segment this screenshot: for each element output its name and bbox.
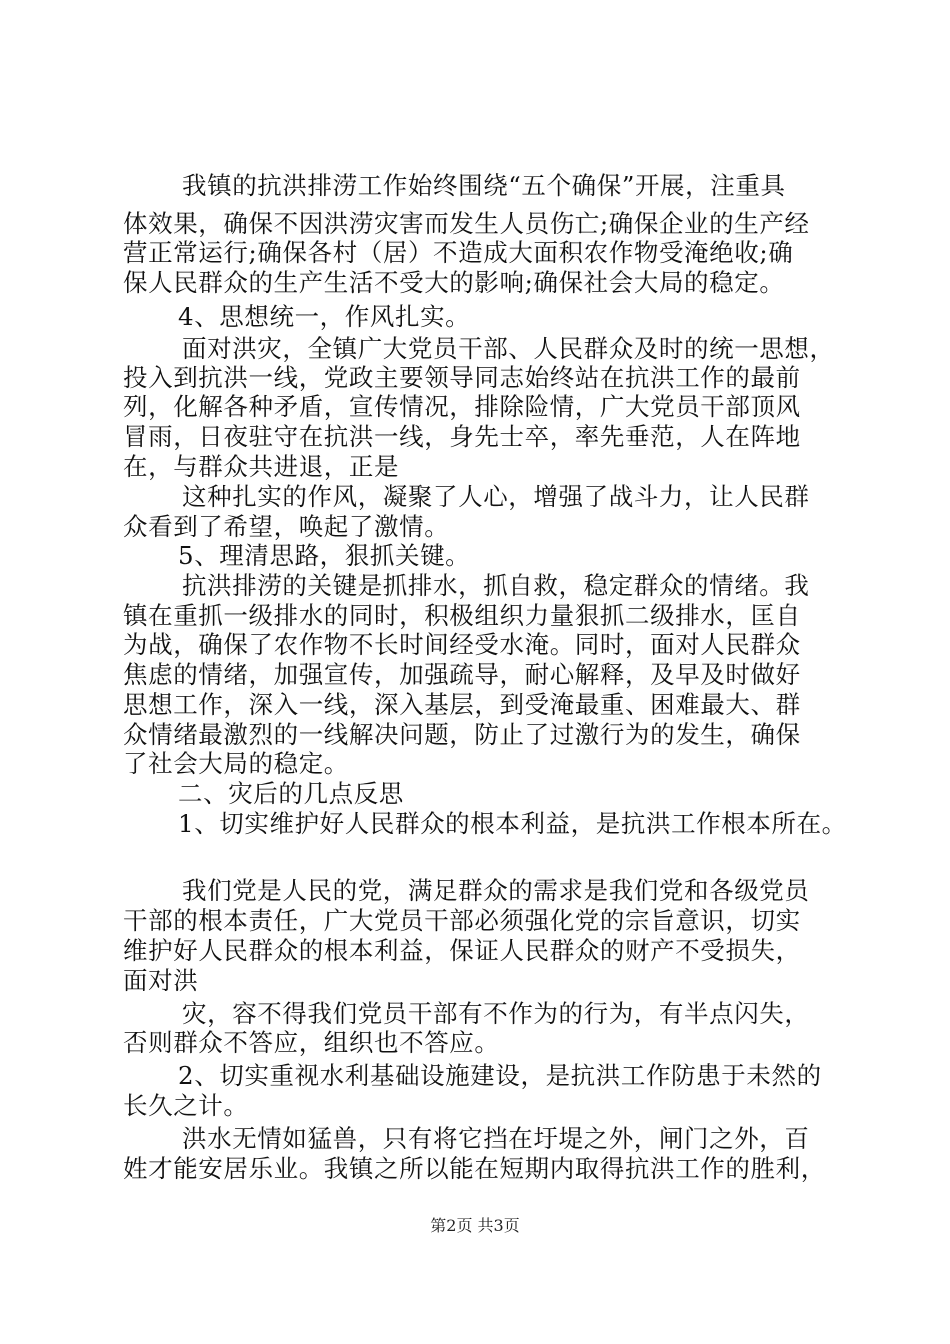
text-line: 面对洪 [123,966,199,995]
text-line: 干部的根本责任，广大党员干部必须强化党的宗旨意识，切实 [123,906,801,935]
text-line: 为战，确保了农作物不长时间经受水淹。同时，面对人民群众 [123,630,801,659]
text-line: 我镇的抗洪排涝工作始终围绕“五个确保”开展，注重具 [182,171,786,200]
text-line: 众情绪最激烈的一线解决问题，防止了过激行为的发生，确保 [123,720,801,749]
text-line: 体效果，确保不因洪涝灾害而发生人员伤亡;确保企业的生产经 [123,209,810,238]
text-line: 在，与群众共进退，正是 [123,452,400,481]
text-line: 否则群众不答应，组织也不答应。 [123,1028,500,1057]
text-line: 灾，容不得我们党员干部有不作为的行为，有半点闪失， [182,999,810,1028]
text-line: 冒雨，日夜驻守在抗洪一线，身先士卒，率先垂范，人在阵地 [123,422,801,451]
section-heading: 4、思想统一，作风扎实。 [178,302,471,331]
page-number: 第2页 共3页 [430,1216,520,1235]
text-line: 众看到了希望，唤起了激情。 [123,512,450,541]
text-line: 长久之计。 [123,1091,249,1120]
section-heading: 二、灾后的几点反思 [178,779,404,808]
text-line: 思想工作，深入一线，深入基层，到受淹最重、困难最大、群 [123,690,801,719]
text-line: 姓才能安居乐业。我镇之所以能在短期内取得抗洪工作的胜利， [123,1154,826,1183]
text-line: 保人民群众的生产生活不受大的影响;确保社会大局的稳定。 [123,268,785,297]
text-line: 这种扎实的作风，凝聚了人心，增强了战斗力，让人民群 [182,482,810,511]
section-heading: 5、理清思路，狠抓关键。 [178,541,471,570]
section-heading: 1、切实维护好人民群众的根本利益，是抗洪工作根本所在。 [178,809,847,838]
text-line: 了社会大局的稳定。 [123,749,349,778]
text-line: 镇在重抓一级排水的同时，积极组织力量狠抓二级排水，匡自 [123,601,801,630]
section-heading: 2、切实重视水利基础设施建设，是抗洪工作防患于未然的 [178,1061,822,1090]
text-line: 抗洪排涝的关键是抓排水，抓自救，稳定群众的情绪。我 [182,571,810,600]
text-line: 营正常运行;确保各村（居）不造成大面积农作物受淹绝收;确 [123,238,794,267]
text-line: 我们党是人民的党，满足群众的需求是我们党和各级党员 [182,876,810,905]
text-line: 列，化解各种矛盾，宣传情况，排除险情，广大党员干部顶风 [123,392,801,421]
text-line: 面对洪灾，全镇广大党员干部、人民群众及时的统一思想， [182,334,835,363]
text-line: 洪水无情如猛兽，只有将它挡在圩堤之外，闸门之外，百 [182,1124,810,1153]
text-line: 维护好人民群众的根本利益，保证人民群众的财产不受损失， [123,936,801,965]
text-line: 焦虑的情绪，加强宣传，加强疏导，耐心解释，及早及时做好 [123,660,801,689]
text-line: 投入到抗洪一线，党政主要领导同志始终站在抗洪工作的最前 [123,363,801,392]
